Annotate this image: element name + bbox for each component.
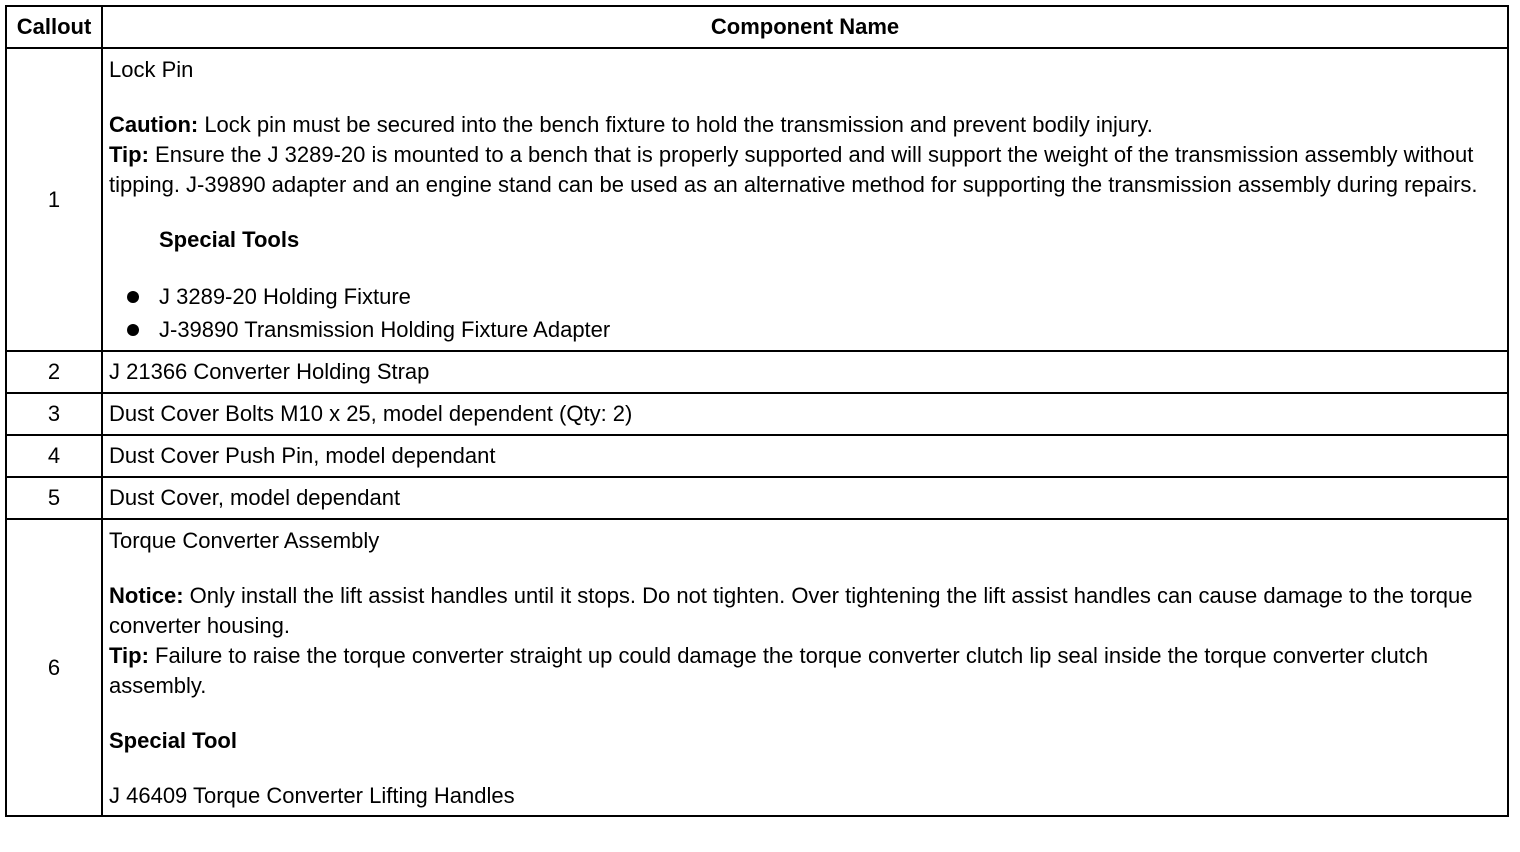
callout-number: 2: [6, 351, 102, 393]
callout-table: [5, 5, 1509, 817]
tip-text: Ensure the J 3289-20 is mounted to a bench that is properly supported and will support the weight of the transmission assembly without tipping. J-39890 adapter and an engine stand can be used as an alternative method for supporting the transmission assembly during repairs.: [109, 142, 1478, 197]
list-item: J 3289-20 Holding Fixture: [109, 280, 1501, 313]
table-row: [6, 48, 1508, 351]
component-title: Dust Cover Bolts M10 x 25, model dependent (Qty: 2): [102, 393, 1508, 435]
notice-text: Only install the lift assist handles until it stops. Do not tighten. Over tightening the lift assist handles can cause damage to the torque converter housing.: [109, 583, 1473, 638]
tip-paragraph: [109, 140, 1501, 200]
component-title: Torque Converter Assembly: [109, 528, 380, 553]
table-row: [6, 519, 1508, 816]
list-item: J-39890 Transmission Holding Fixture Adapter: [109, 313, 1501, 346]
tip-label: Tip:: [109, 142, 149, 167]
header-row: [6, 6, 1508, 48]
caution-text: Lock pin must be secured into the bench fixture to hold the transmission and prevent bodily injury.: [198, 112, 1153, 137]
tip-label: Tip:: [109, 643, 149, 668]
table-row: [6, 435, 1508, 477]
table-row: [6, 393, 1508, 435]
notice-label: Notice:: [109, 583, 184, 608]
caution-label: Caution:: [109, 112, 199, 137]
table-row: [6, 477, 1508, 519]
header-component-name: Component Name: [102, 6, 1508, 48]
component-cell: [102, 48, 1508, 351]
notice-paragraph: [109, 581, 1501, 641]
component-title: J 21366 Converter Holding Strap: [102, 351, 1508, 393]
callout-number: 5: [6, 477, 102, 519]
caution-paragraph: [109, 110, 1501, 140]
special-tools-list: [109, 280, 1501, 346]
callout-number: 1: [6, 48, 102, 351]
callout-number: 4: [6, 435, 102, 477]
special-tools-heading: Special Tools: [159, 227, 300, 252]
component-title: Lock Pin: [109, 57, 194, 82]
component-cell: [102, 519, 1508, 816]
component-title: Dust Cover, model dependant: [102, 477, 1508, 519]
callout-number: 3: [6, 393, 102, 435]
special-tool-heading: [109, 726, 1501, 756]
header-callout: Callout: [6, 6, 102, 48]
table-row: [6, 351, 1508, 393]
tip-text: Failure to raise the torque converter straight up could damage the torque converter clutch lip seal inside the torque converter clutch assembly.: [109, 643, 1429, 698]
tip-paragraph: [109, 641, 1501, 701]
callout-number: 6: [6, 519, 102, 816]
component-title: Dust Cover Push Pin, model dependant: [102, 435, 1508, 477]
special-tool-heading-text: Special Tool: [109, 728, 237, 753]
special-tool-item: J 46409 Torque Converter Lifting Handles: [109, 783, 515, 808]
